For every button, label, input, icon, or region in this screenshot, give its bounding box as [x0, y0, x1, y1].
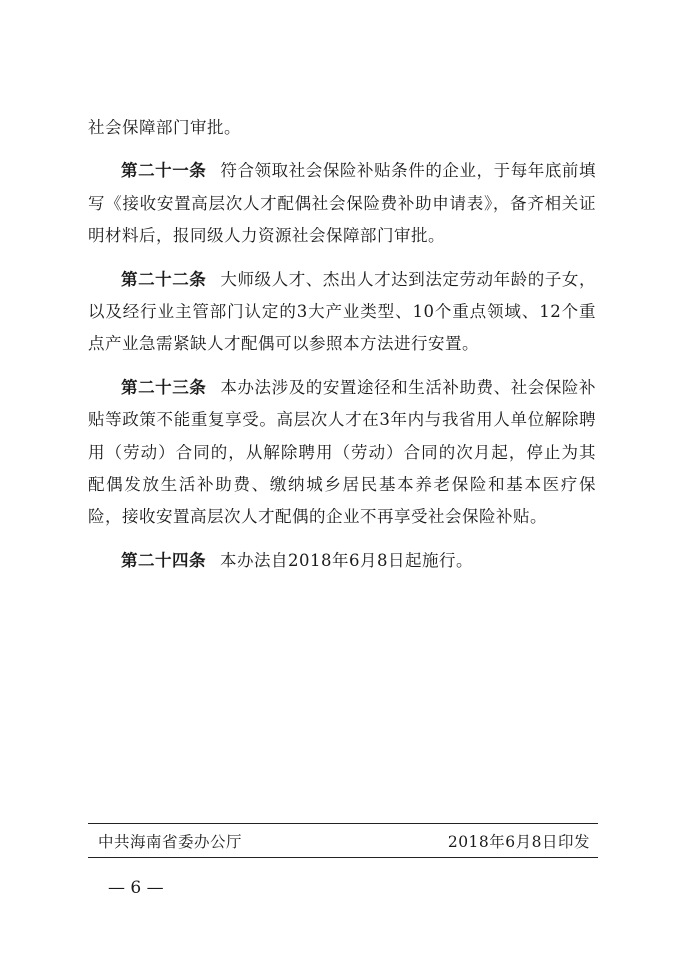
footer-bottom-rule	[88, 857, 598, 858]
issuance-footer	[98, 829, 590, 855]
issuer-name: 中共海南省委办公厅	[98, 833, 243, 851]
footer-top-rule	[88, 823, 598, 824]
article-24	[88, 545, 596, 577]
document-body	[88, 112, 596, 588]
article-number: 第二十二条	[121, 269, 207, 289]
article-21	[88, 155, 596, 252]
article-text: 本办法自2018年6月8日起施行。	[220, 550, 473, 570]
continuation-text: 社会保障部门审批。	[88, 118, 241, 137]
continuation-paragraph	[88, 112, 596, 144]
article-22	[88, 264, 596, 361]
article-number: 第二十三条	[121, 377, 207, 397]
page-number: — 6 —	[108, 878, 164, 898]
article-text: 大师级人才、杰出人才达到法定劳动年龄的子女，以及经行业主管部门认定的3大产业类型、10个重点领域、12个重点产业急需紧缺人才配偶可以参照本方法进行安置。	[88, 269, 597, 354]
article-text: 符合领取社会保险补贴条件的企业，于每年底前填写《接收安置高层次人才配偶社会保险费补助申请表》，备齐相关证明材料后，报同级人力资源社会保障部门审批。	[88, 161, 597, 246]
article-number: 第二十四条	[121, 550, 206, 570]
article-23	[88, 372, 596, 534]
issue-date: 2018年6月8日印发	[447, 833, 590, 851]
article-text: 本办法涉及的安置途径和生活补助费、社会保险补贴等政策不能重复享受。高层次人才在3年内与我省用人单位解除聘用（劳动）合同的，从解除聘用（劳动）合同的次月起，停止为其配偶发放生活补助费、缴纳城乡居民基本养老保险和基本医疗保险，接收安置高层次人才配偶的企业不再享受社会保险补贴。	[88, 377, 597, 527]
article-number: 第二十一条	[121, 161, 207, 181]
